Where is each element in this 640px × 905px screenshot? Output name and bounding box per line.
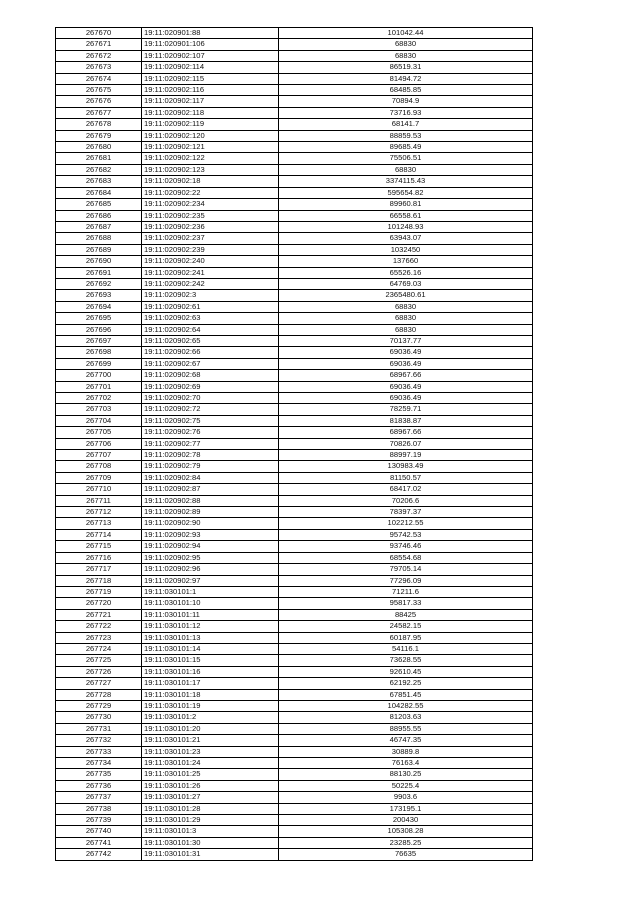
cadastral-number-cell: 19:11:030101:3 [142,826,279,837]
cadastral-number-cell: 19:11:020902:87 [142,484,279,495]
cadastral-number-cell: 19:11:020902:63 [142,313,279,324]
cadastral-value-cell: 23285.25 [279,837,533,848]
cadastral-value-cell: 137660 [279,256,533,267]
cadastral-value-cell: 79705.14 [279,564,533,575]
cadastral-value-cell: 101248.93 [279,221,533,232]
cadastral-number-cell: 19:11:030101:12 [142,621,279,632]
cadastral-number-cell: 19:11:020902:76 [142,427,279,438]
row-number-cell: 267694 [56,301,142,312]
cadastral-number-cell: 19:11:020902:18 [142,176,279,187]
cadastral-value-cell: 67851.45 [279,689,533,700]
cadastral-number-cell: 19:11:020902:65 [142,335,279,346]
cadastral-value-cell: 68485.85 [279,85,533,96]
cadastral-number-cell: 19:11:030101:30 [142,837,279,848]
table-row [56,256,533,267]
row-number-cell: 267735 [56,769,142,780]
cadastral-value-cell: 81150.57 [279,472,533,483]
cadastral-number-cell: 19:11:020902:79 [142,461,279,472]
table-row [56,837,533,848]
cadastral-number-cell: 19:11:020902:120 [142,130,279,141]
cadastral-value-cell: 69036.49 [279,393,533,404]
cadastral-value-cell: 69036.49 [279,347,533,358]
row-number-cell: 267726 [56,666,142,677]
cadastral-value-cell: 68141.7 [279,119,533,130]
cadastral-value-cell: 88955.55 [279,723,533,734]
row-number-cell: 267738 [56,803,142,814]
cadastral-value-cell: 78259.71 [279,404,533,415]
cadastral-number-cell: 19:11:020902:67 [142,358,279,369]
table-row [56,267,533,278]
row-number-cell: 267728 [56,689,142,700]
cadastral-value-cell: 68417.02 [279,484,533,495]
table-row [56,758,533,769]
cadastral-number-cell: 19:11:030101:14 [142,643,279,654]
cadastral-value-cell: 64769.03 [279,278,533,289]
table-row [56,792,533,803]
cadastral-value-cell: 1032450 [279,244,533,255]
row-number-cell: 267671 [56,39,142,50]
cadastral-number-cell: 19:11:030101:11 [142,609,279,620]
table-row [56,313,533,324]
cadastral-value-cell: 68967.66 [279,370,533,381]
table-row [56,450,533,461]
table-row [56,678,533,689]
table-row [56,210,533,221]
cadastral-number-cell: 19:11:020902:237 [142,233,279,244]
table-row [56,746,533,757]
cadastral-number-cell: 19:11:020902:78 [142,450,279,461]
table-row [56,735,533,746]
cadastral-number-cell: 19:11:020902:61 [142,301,279,312]
row-number-cell: 267679 [56,130,142,141]
cadastral-value-cell: 95817.33 [279,598,533,609]
cadastral-value-cell: 68830 [279,324,533,335]
cadastral-number-cell: 19:11:020902:240 [142,256,279,267]
table-row [56,621,533,632]
table-row [56,803,533,814]
cadastral-value-cell: 9903.6 [279,792,533,803]
row-number-cell: 267700 [56,370,142,381]
table-row [56,689,533,700]
cadastral-value-cell: 81838.87 [279,415,533,426]
cadastral-value-cell: 60187.95 [279,632,533,643]
cadastral-number-cell: 19:11:020902:242 [142,278,279,289]
cadastral-value-cell: 76635 [279,849,533,860]
cadastral-number-cell: 19:11:030101:31 [142,849,279,860]
cadastral-number-cell: 19:11:030101:25 [142,769,279,780]
cadastral-value-cell: 105308.28 [279,826,533,837]
cadastral-number-cell: 19:11:020902:75 [142,415,279,426]
table-row [56,427,533,438]
cadastral-value-cell: 200430 [279,815,533,826]
row-number-cell: 267691 [56,267,142,278]
cadastral-value-cell: 102212.55 [279,518,533,529]
cadastral-value-cell: 88997.19 [279,450,533,461]
cadastral-value-cell: 101042.44 [279,28,533,39]
cadastral-number-cell: 19:11:020902:117 [142,96,279,107]
table-row [56,221,533,232]
row-number-cell: 267687 [56,221,142,232]
cadastral-value-cell: 130983.49 [279,461,533,472]
row-number-cell: 267692 [56,278,142,289]
table-row [56,187,533,198]
cadastral-value-cell: 73716.93 [279,107,533,118]
row-number-cell: 267710 [56,484,142,495]
row-number-cell: 267737 [56,792,142,803]
cadastral-number-cell: 19:11:020901:88 [142,28,279,39]
cadastral-value-cell: 24582.15 [279,621,533,632]
table-row [56,655,533,666]
table-row [56,324,533,335]
cadastral-value-cell: 69036.49 [279,381,533,392]
cadastral-number-cell: 19:11:020902:69 [142,381,279,392]
cadastral-value-cell: 173195.1 [279,803,533,814]
cadastral-number-cell: 19:11:030101:16 [142,666,279,677]
row-number-cell: 267730 [56,712,142,723]
row-number-cell: 267734 [56,758,142,769]
cadastral-value-cell: 104282.55 [279,700,533,711]
row-number-cell: 267725 [56,655,142,666]
table-row [56,495,533,506]
row-number-cell: 267715 [56,541,142,552]
table-row [56,598,533,609]
cadastral-value-cell: 30889.8 [279,746,533,757]
table-row [56,552,533,563]
cadastral-value-cell: 89685.49 [279,142,533,153]
cadastral-number-cell: 19:11:020901:106 [142,39,279,50]
row-number-cell: 267682 [56,164,142,175]
table-row [56,107,533,118]
table-row [56,153,533,164]
table-row [56,815,533,826]
row-number-cell: 267690 [56,256,142,267]
row-number-cell: 267670 [56,28,142,39]
cadastral-value-cell: 88425 [279,609,533,620]
cadastral-value-cell: 77296.09 [279,575,533,586]
table-row [56,415,533,426]
cadastral-number-cell: 19:11:030101:26 [142,780,279,791]
table-row [56,50,533,61]
table-row [56,142,533,153]
cadastral-value-cell: 81203.63 [279,712,533,723]
row-number-cell: 267704 [56,415,142,426]
table-row [56,28,533,39]
table-row [56,176,533,187]
table-row [56,700,533,711]
table-row [56,609,533,620]
table-row [56,301,533,312]
row-number-cell: 267741 [56,837,142,848]
table-row [56,119,533,130]
table-row [56,96,533,107]
cadastral-value-cell: 81494.72 [279,73,533,84]
row-number-cell: 267711 [56,495,142,506]
row-number-cell: 267729 [56,700,142,711]
row-number-cell: 267698 [56,347,142,358]
cadastral-value-cell: 93746.46 [279,541,533,552]
table-row [56,199,533,210]
table-row [56,404,533,415]
cadastral-number-cell: 19:11:030101:18 [142,689,279,700]
row-number-cell: 267739 [56,815,142,826]
row-number-cell: 267736 [56,780,142,791]
row-number-cell: 267693 [56,290,142,301]
table-row [56,461,533,472]
cadastral-number-cell: 19:11:020902:72 [142,404,279,415]
row-number-cell: 267688 [56,233,142,244]
table-row [56,632,533,643]
table-row [56,712,533,723]
row-number-cell: 267689 [56,244,142,255]
cadastral-number-cell: 19:11:020902:114 [142,62,279,73]
cadastral-number-cell: 19:11:030101:23 [142,746,279,757]
cadastral-value-cell: 95742.53 [279,529,533,540]
row-number-cell: 267740 [56,826,142,837]
table-row [56,507,533,518]
cadastral-value-cell: 63943.07 [279,233,533,244]
table-row [56,358,533,369]
cadastral-number-cell: 19:11:030101:15 [142,655,279,666]
row-number-cell: 267684 [56,187,142,198]
row-number-cell: 267731 [56,723,142,734]
cadastral-number-cell: 19:11:020902:89 [142,507,279,518]
table-row [56,370,533,381]
cadastral-value-cell: 68830 [279,301,533,312]
cadastral-value-cell: 68830 [279,39,533,50]
row-number-cell: 267707 [56,450,142,461]
cadastral-value-cell: 70894.9 [279,96,533,107]
cadastral-number-cell: 19:11:020902:64 [142,324,279,335]
cadastral-value-cell: 3374115.43 [279,176,533,187]
cadastral-value-cell: 68830 [279,313,533,324]
table-row [56,278,533,289]
cadastral-value-cell: 86519.31 [279,62,533,73]
cadastral-value-table [55,27,533,861]
row-number-cell: 267724 [56,643,142,654]
row-number-cell: 267709 [56,472,142,483]
table-row [56,484,533,495]
cadastral-number-cell: 19:11:030101:1 [142,586,279,597]
row-number-cell: 267696 [56,324,142,335]
table-row [56,529,533,540]
row-number-cell: 267720 [56,598,142,609]
cadastral-number-cell: 19:11:020902:3 [142,290,279,301]
row-number-cell: 267713 [56,518,142,529]
cadastral-number-cell: 19:11:030101:2 [142,712,279,723]
table-row [56,393,533,404]
row-number-cell: 267718 [56,575,142,586]
cadastral-value-cell: 46747.35 [279,735,533,746]
row-number-cell: 267697 [56,335,142,346]
cadastral-value-cell: 66558.61 [279,210,533,221]
row-number-cell: 267705 [56,427,142,438]
row-number-cell: 267717 [56,564,142,575]
row-number-cell: 267672 [56,50,142,61]
cadastral-number-cell: 19:11:020902:77 [142,438,279,449]
cadastral-value-cell: 71211.6 [279,586,533,597]
table-row [56,826,533,837]
table-row [56,666,533,677]
table-row [56,62,533,73]
cadastral-number-cell: 19:11:020902:122 [142,153,279,164]
cadastral-number-cell: 19:11:020902:68 [142,370,279,381]
cadastral-number-cell: 19:11:020902:90 [142,518,279,529]
cadastral-number-cell: 19:11:030101:13 [142,632,279,643]
table-row [56,518,533,529]
cadastral-number-cell: 19:11:030101:28 [142,803,279,814]
cadastral-value-cell: 92610.45 [279,666,533,677]
cadastral-value-cell: 78397.37 [279,507,533,518]
row-number-cell: 267727 [56,678,142,689]
cadastral-number-cell: 19:11:020902:107 [142,50,279,61]
row-number-cell: 267699 [56,358,142,369]
cadastral-number-cell: 19:11:020902:116 [142,85,279,96]
cadastral-number-cell: 19:11:020902:236 [142,221,279,232]
row-number-cell: 267714 [56,529,142,540]
table-row [56,769,533,780]
table-row [56,347,533,358]
cadastral-number-cell: 19:11:020902:96 [142,564,279,575]
cadastral-value-cell: 68967.66 [279,427,533,438]
cadastral-number-cell: 19:11:030101:19 [142,700,279,711]
cadastral-value-cell: 75506.51 [279,153,533,164]
row-number-cell: 267706 [56,438,142,449]
cadastral-number-cell: 19:11:020902:118 [142,107,279,118]
cadastral-number-cell: 19:11:020902:93 [142,529,279,540]
table-row [56,73,533,84]
table-row [56,780,533,791]
cadastral-number-cell: 19:11:030101:27 [142,792,279,803]
cadastral-value-cell: 89960.81 [279,199,533,210]
table-row [56,564,533,575]
row-number-cell: 267673 [56,62,142,73]
row-number-cell: 267686 [56,210,142,221]
cadastral-value-cell: 70206.6 [279,495,533,506]
row-number-cell: 267676 [56,96,142,107]
cadastral-number-cell: 19:11:020902:123 [142,164,279,175]
cadastral-number-cell: 19:11:020902:235 [142,210,279,221]
row-number-cell: 267678 [56,119,142,130]
row-number-cell: 267742 [56,849,142,860]
table-row [56,85,533,96]
cadastral-number-cell: 19:11:020902:66 [142,347,279,358]
cadastral-value-cell: 70826.07 [279,438,533,449]
cadastral-number-cell: 19:11:020902:234 [142,199,279,210]
cadastral-value-cell: 68830 [279,164,533,175]
cadastral-number-cell: 19:11:030101:17 [142,678,279,689]
table-row [56,381,533,392]
row-number-cell: 267680 [56,142,142,153]
cadastral-value-cell: 2365480.61 [279,290,533,301]
row-number-cell: 267702 [56,393,142,404]
row-number-cell: 267723 [56,632,142,643]
table-row [56,586,533,597]
cadastral-value-cell: 595654.82 [279,187,533,198]
row-number-cell: 267719 [56,586,142,597]
row-number-cell: 267685 [56,199,142,210]
cadastral-value-cell: 50225.4 [279,780,533,791]
table-row [56,164,533,175]
cadastral-number-cell: 19:11:020902:115 [142,73,279,84]
table-row [56,575,533,586]
table-row [56,541,533,552]
row-number-cell: 267733 [56,746,142,757]
row-number-cell: 267683 [56,176,142,187]
table-row [56,290,533,301]
row-number-cell: 267674 [56,73,142,84]
row-number-cell: 267732 [56,735,142,746]
table-row [56,244,533,255]
row-number-cell: 267703 [56,404,142,415]
cadastral-value-cell: 62192.25 [279,678,533,689]
cadastral-value-cell: 88859.53 [279,130,533,141]
cadastral-value-cell: 70137.77 [279,335,533,346]
cadastral-number-cell: 19:11:020902:88 [142,495,279,506]
row-number-cell: 267675 [56,85,142,96]
row-number-cell: 267677 [56,107,142,118]
row-number-cell: 267695 [56,313,142,324]
row-number-cell: 267721 [56,609,142,620]
row-number-cell: 267716 [56,552,142,563]
table-row [56,438,533,449]
cadastral-value-cell: 68554.68 [279,552,533,563]
cadastral-number-cell: 19:11:020902:70 [142,393,279,404]
row-number-cell: 267708 [56,461,142,472]
cadastral-number-cell: 19:11:030101:24 [142,758,279,769]
cadastral-value-cell: 69036.49 [279,358,533,369]
row-number-cell: 267681 [56,153,142,164]
table-row [56,723,533,734]
cadastral-number-cell: 19:11:030101:10 [142,598,279,609]
cadastral-value-cell: 54116.1 [279,643,533,654]
row-number-cell: 267701 [56,381,142,392]
table-row [56,335,533,346]
cadastral-value-cell: 73628.55 [279,655,533,666]
table-row [56,643,533,654]
cadastral-number-cell: 19:11:020902:119 [142,119,279,130]
cadastral-number-cell: 19:11:020902:97 [142,575,279,586]
cadastral-number-cell: 19:11:020902:94 [142,541,279,552]
cadastral-number-cell: 19:11:030101:29 [142,815,279,826]
table-row [56,849,533,860]
cadastral-value-cell: 88130.25 [279,769,533,780]
table-body [56,28,533,861]
row-number-cell: 267712 [56,507,142,518]
table-row [56,233,533,244]
cadastral-number-cell: 19:11:020902:22 [142,187,279,198]
table-row [56,39,533,50]
cadastral-number-cell: 19:11:020902:95 [142,552,279,563]
cadastral-number-cell: 19:11:030101:21 [142,735,279,746]
cadastral-value-cell: 76163.4 [279,758,533,769]
cadastral-number-cell: 19:11:020902:241 [142,267,279,278]
cadastral-number-cell: 19:11:020902:84 [142,472,279,483]
row-number-cell: 267722 [56,621,142,632]
cadastral-number-cell: 19:11:020902:239 [142,244,279,255]
table-row [56,130,533,141]
cadastral-value-cell: 68830 [279,50,533,61]
cadastral-value-cell: 65526.16 [279,267,533,278]
table-row [56,472,533,483]
cadastral-number-cell: 19:11:020902:121 [142,142,279,153]
cadastral-number-cell: 19:11:030101:20 [142,723,279,734]
